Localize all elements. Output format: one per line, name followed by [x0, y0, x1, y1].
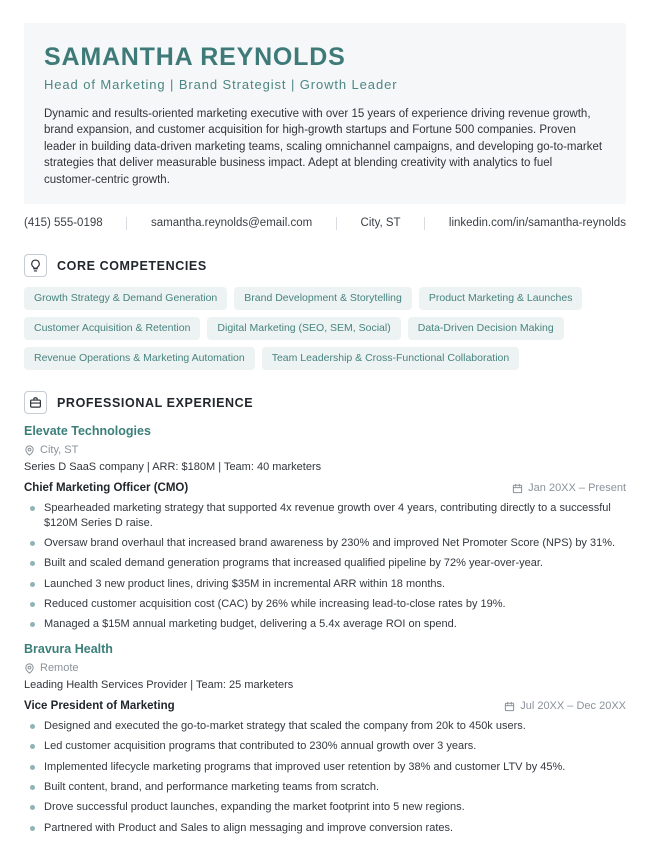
achievement-text: Reduced customer acquisition cost (CAC) by 26% while increasing lead-to-close rates by 19%. — [44, 598, 506, 611]
job-location-row — [24, 662, 626, 674]
contact-linkedin: linkedin.com/in/samantha-reynolds — [448, 217, 626, 230]
achievement-item — [24, 739, 626, 754]
achievement-list — [24, 501, 626, 632]
achievement-text: Partnered with Product and Sales to align messaging and improve conversion rates. — [44, 821, 454, 834]
skills-chip-list — [24, 287, 626, 370]
date-range-text: Jul 20XX – Dec 20XX — [520, 700, 626, 713]
achievement-item — [24, 719, 626, 734]
job-location: City, ST — [40, 444, 79, 457]
skill-chip: Digital Marketing (SEO, SEM, Social) — [207, 317, 400, 340]
achievement-item — [24, 536, 626, 551]
bullet-dot-icon — [30, 622, 35, 627]
calendar-icon — [504, 701, 515, 712]
bullet-dot-icon — [30, 765, 35, 770]
job-location: Remote — [40, 662, 79, 675]
company-name: Elevate Technologies — [24, 424, 151, 439]
achievement-item — [24, 556, 626, 571]
date-range-text: Jan 20XX – Present — [528, 482, 626, 495]
achievement-list — [24, 719, 626, 835]
achievement-item — [24, 821, 626, 836]
achievement-text: Implemented lifecycle marketing programs that improved user retention by 38% and customer LTV by 45%. — [44, 760, 566, 773]
skill-chip: Growth Strategy & Demand Generation — [24, 287, 227, 310]
skill-chip: Brand Development & Storytelling — [234, 287, 412, 310]
contact-email: samantha.reynolds@email.com — [150, 217, 313, 230]
skill-chip: Product Marketing & Launches — [419, 287, 583, 310]
professional-summary: Dynamic and results-oriented marketing executive with over 15 years of experience driving revenue growth, brand expansion, and customer acquisition for high-growth startups and Fortune 500 companies. Proven leader in building data-driven marketing teams, scaling omnichannel campaigns, and developing go-to-market strategies that deliver measurable business impact. Adept at blending creativity with analytics to fuel customer-centric growth. — [44, 108, 603, 186]
skill-chip: Revenue Operations & Marketing Automation — [24, 347, 255, 370]
role-title: Chief Marketing Officer (CMO) — [24, 482, 189, 495]
core-competencies-header — [24, 254, 626, 277]
achievement-text: Drove successful product launches, expanding the market footprint into 5 new regions. — [44, 801, 465, 814]
bullet-dot-icon — [30, 541, 35, 546]
bullet-dot-icon — [30, 582, 35, 587]
achievement-item — [24, 760, 626, 775]
contact-location: City, ST — [360, 217, 401, 230]
company-meta: Series D SaaS company | ARR: $180M | Team: 40 marketers — [24, 461, 322, 474]
achievement-item — [24, 617, 626, 632]
company-meta: Leading Health Services Provider | Team: 25 marketers — [24, 679, 294, 692]
achievement-item — [24, 501, 626, 531]
company-name: Bravura Health — [24, 642, 113, 657]
contact-divider — [336, 217, 337, 230]
bullet-dot-icon — [30, 561, 35, 566]
bullet-dot-icon — [30, 744, 35, 749]
bullet-dot-icon — [30, 826, 35, 831]
achievement-item — [24, 800, 626, 815]
date-range — [504, 700, 626, 712]
achievement-text: Launched 3 new product lines, driving $35M in incremental ARR within 18 months. — [44, 577, 446, 590]
skill-chip: Customer Acquisition & Retention — [24, 317, 200, 340]
achievement-text: Built and scaled demand generation programs that increased qualified pipeline by 72% year-over-year. — [44, 557, 543, 570]
contact-phone: (415) 555-0198 — [24, 217, 103, 230]
bullet-dot-icon — [30, 724, 35, 729]
bullet-dot-icon — [30, 602, 35, 607]
achievement-item — [24, 780, 626, 795]
achievement-text: Oversaw brand overhaul that increased brand awareness by 230% and improved Net Promoter Score (NPS) by 31%. — [44, 537, 616, 550]
contact-divider — [424, 217, 425, 230]
job-entry-elevate-technologies — [24, 424, 626, 632]
achievement-text: Managed a $15M annual marketing budget, delivering a 5.4x average ROI on spend. — [44, 618, 457, 631]
job-location-row — [24, 444, 626, 456]
skill-chip: Team Leadership & Cross-Functional Collaboration — [262, 347, 520, 370]
contact-divider — [126, 217, 127, 230]
role-row — [24, 482, 626, 494]
achievement-text: Built content, brand, and performance marketing teams from scratch. — [44, 781, 380, 793]
candidate-headline: Head of Marketing | Brand Strategist | Growth Leader — [44, 77, 398, 92]
achievement-text: Spearheaded marketing strategy that supported 4x revenue growth over 4 years, contributing directly to a successful $120M Series D raise. — [44, 502, 611, 529]
achievement-text: Led customer acquisition programs that contributed to 230% annual growth over 3 years. — [44, 740, 477, 753]
contact-row — [24, 213, 626, 233]
section-title-experience: PROFESSIONAL EXPERIENCE — [57, 395, 254, 410]
map-pin-icon — [24, 663, 35, 674]
resume-header — [24, 23, 626, 204]
role-row — [24, 700, 626, 712]
candidate-name: SAMANTHA REYNOLDS — [44, 43, 346, 71]
achievement-item — [24, 577, 626, 592]
bullet-dot-icon — [30, 785, 35, 790]
bullet-dot-icon — [30, 506, 35, 511]
section-title-core-competencies: CORE COMPETENCIES — [57, 258, 207, 273]
resume-page — [0, 23, 650, 835]
experience-header — [24, 391, 626, 414]
briefcase-icon — [24, 391, 47, 414]
role-title: Vice President of Marketing — [24, 700, 175, 713]
achievement-text: Designed and executed the go-to-market strategy that scaled the company from 20k to 450k users. — [44, 720, 526, 733]
lightbulb-icon — [24, 254, 47, 277]
job-entry-bravura-health — [24, 642, 626, 835]
skill-chip: Data-Driven Decision Making — [408, 317, 564, 340]
calendar-icon — [512, 483, 523, 494]
achievement-item — [24, 597, 626, 612]
map-pin-icon — [24, 445, 35, 456]
bullet-dot-icon — [30, 805, 35, 810]
date-range — [512, 482, 626, 494]
